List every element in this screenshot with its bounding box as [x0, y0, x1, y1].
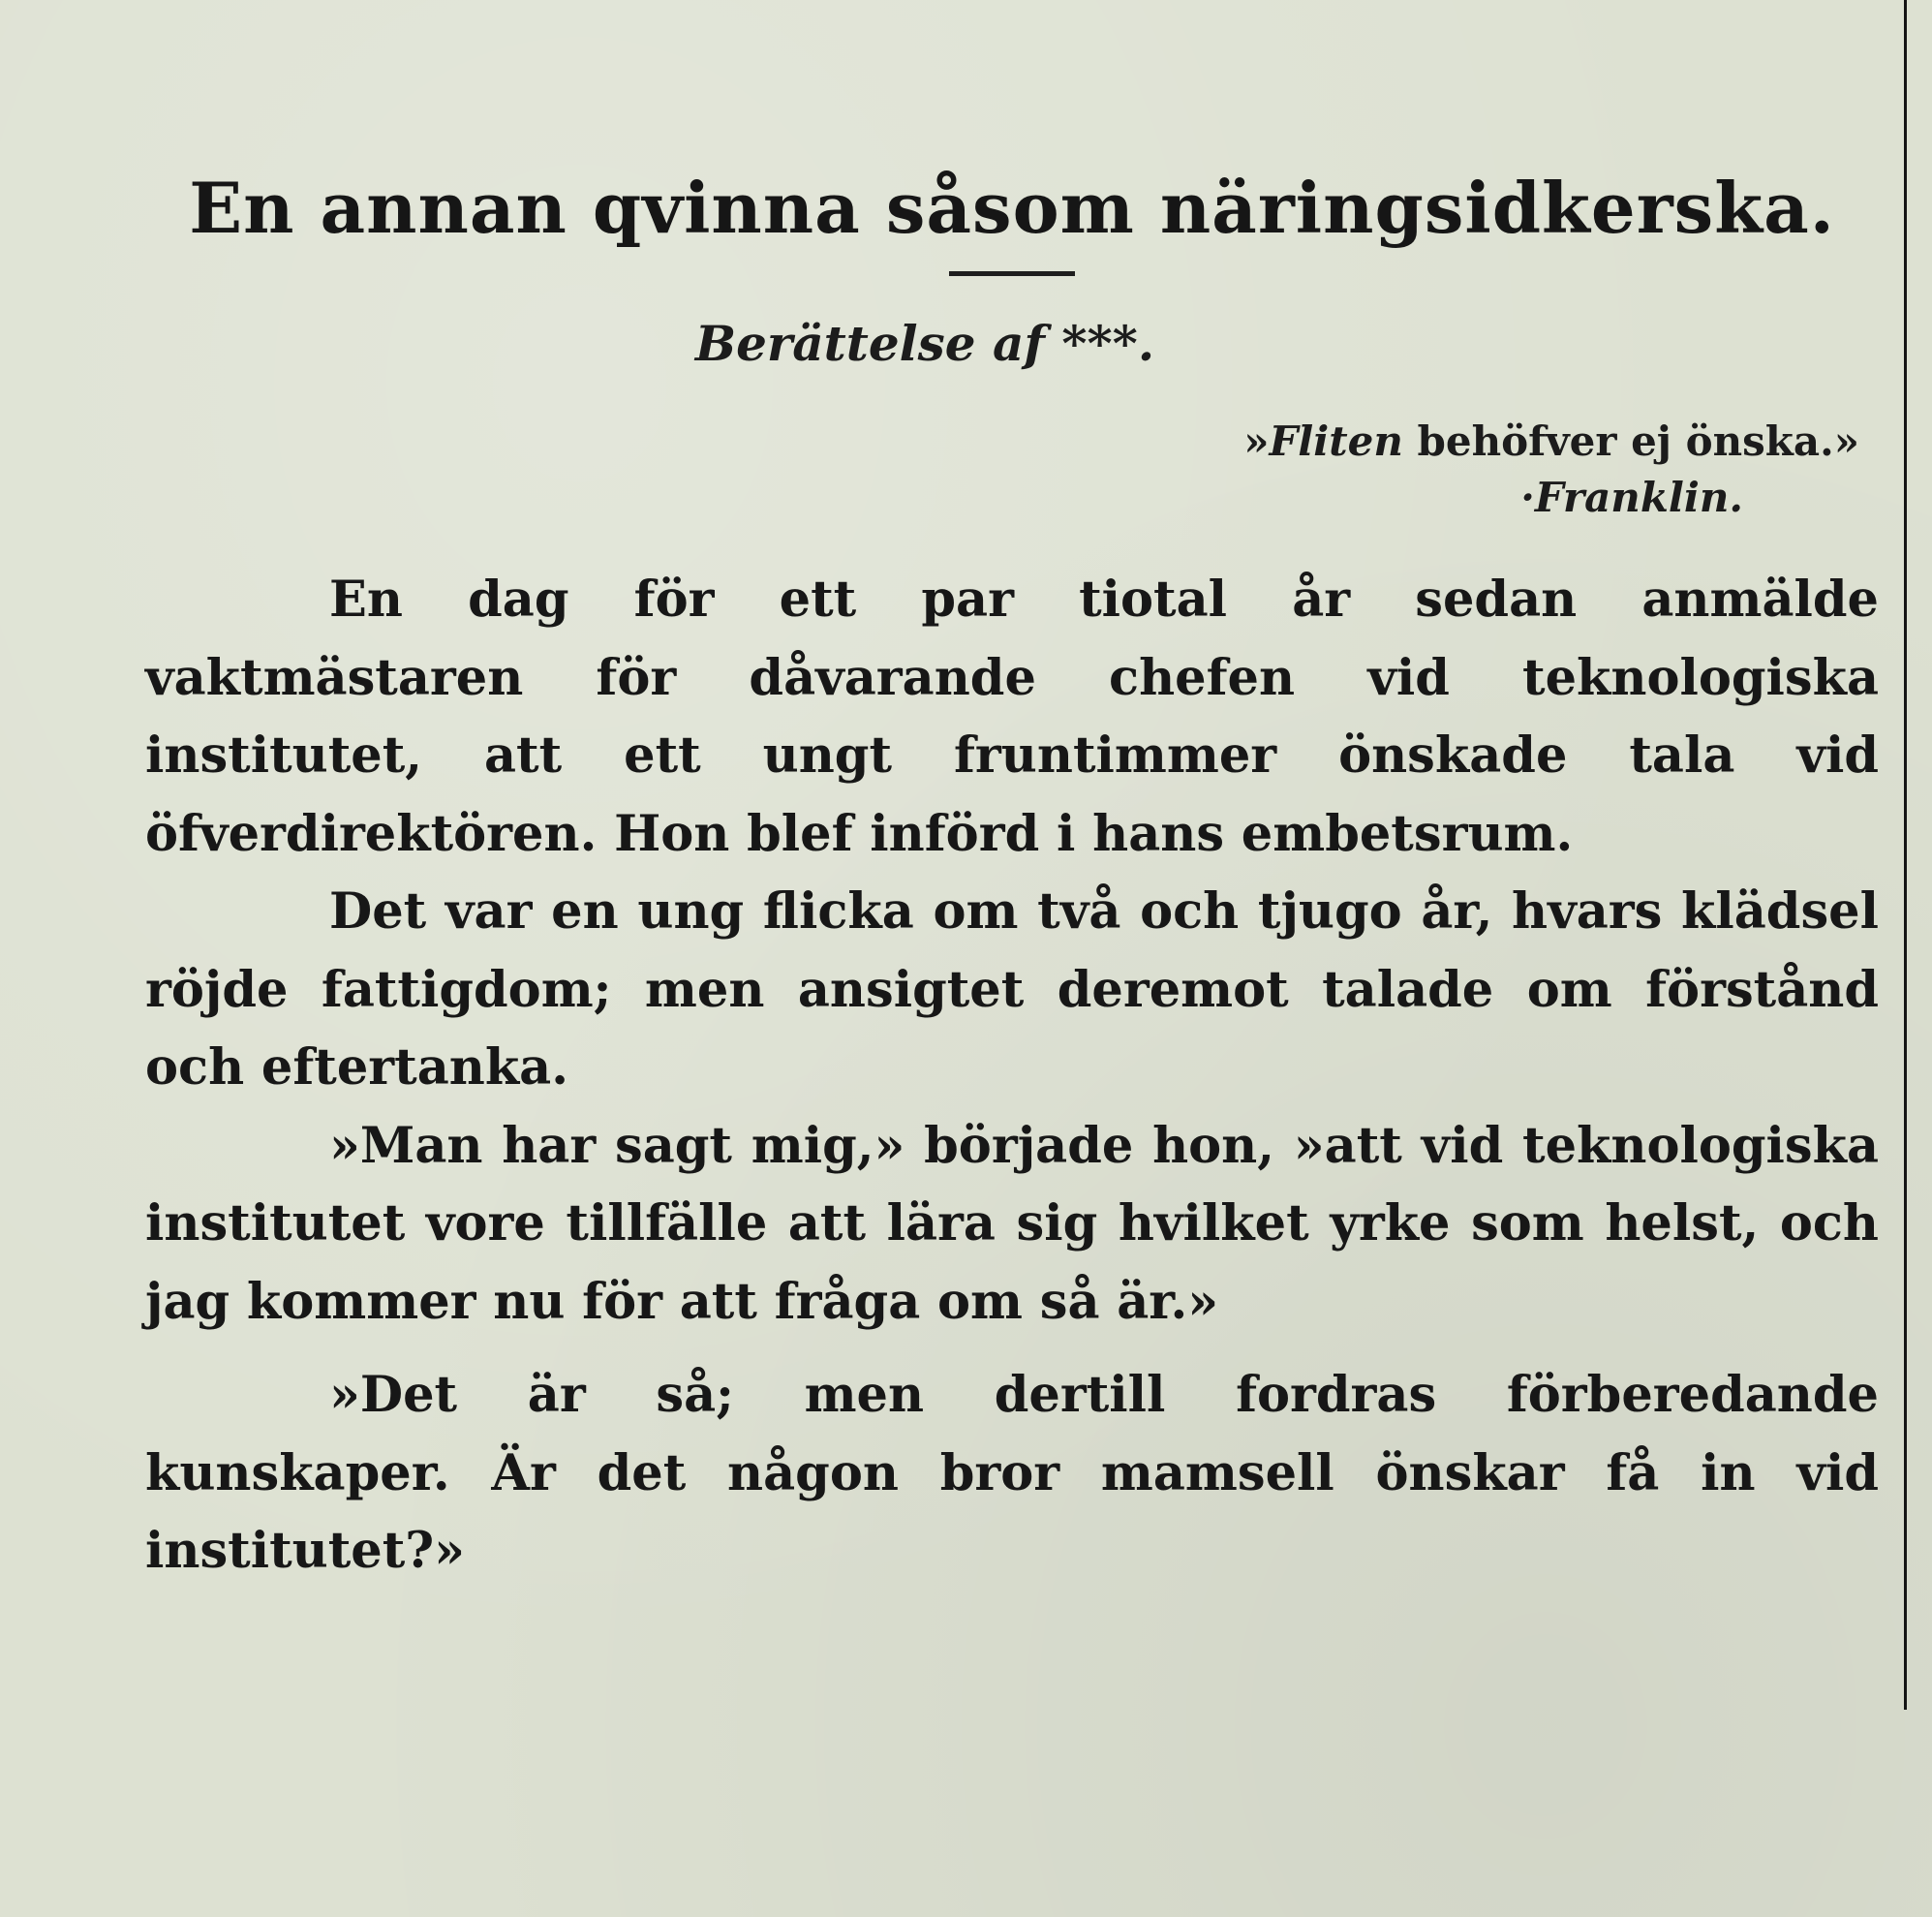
article [145, 165, 1879, 1591]
epigraph-attribution: ·Franklin. [1520, 474, 1743, 521]
article-body [145, 561, 1879, 1591]
body-paragraph-3: »Man har sagt mig,» började hon, »att vid teknologiska institutet vore tillfälle att lära sig hvilket yrke som helst, och jag kommer nu för att fråga om så är.» [145, 1116, 1879, 1331]
epigraph [145, 414, 1879, 526]
body-paragraph-1: En dag för ett par tiotal år sedan anmälde vaktmästaren för dåvarande chefen vid teknologiska institutet, att ett ungt fruntimmer önskade tala vid öfverdirektören. Hon blef införd i hans embetsrum. [145, 571, 1879, 863]
headline-rule [949, 271, 1075, 276]
body-paragraph-4: »Det är så; men dertill fordras förberedande kunskaper. Är det någon bror mamsell önskar få in vid institutet?» [145, 1366, 1879, 1580]
body-paragraph-2: Det var en ung flicka om två och tjugo år, hvars klädsel röjde fattigdom; men ansigtet deremot talade om förstånd och eftertanka. [145, 882, 1879, 1097]
epigraph-quote-open: » [1243, 417, 1270, 465]
epigraph-quote-emphasis: Fliten [1269, 417, 1403, 465]
article-headline: En annan qvinna såsom näringsidkerska. [189, 167, 1835, 249]
column-rule [1904, 0, 1907, 1710]
article-subtitle: Berättelse af ***. [694, 315, 1155, 372]
epigraph-quote-rest: behöfver ej önska.» [1402, 417, 1859, 465]
